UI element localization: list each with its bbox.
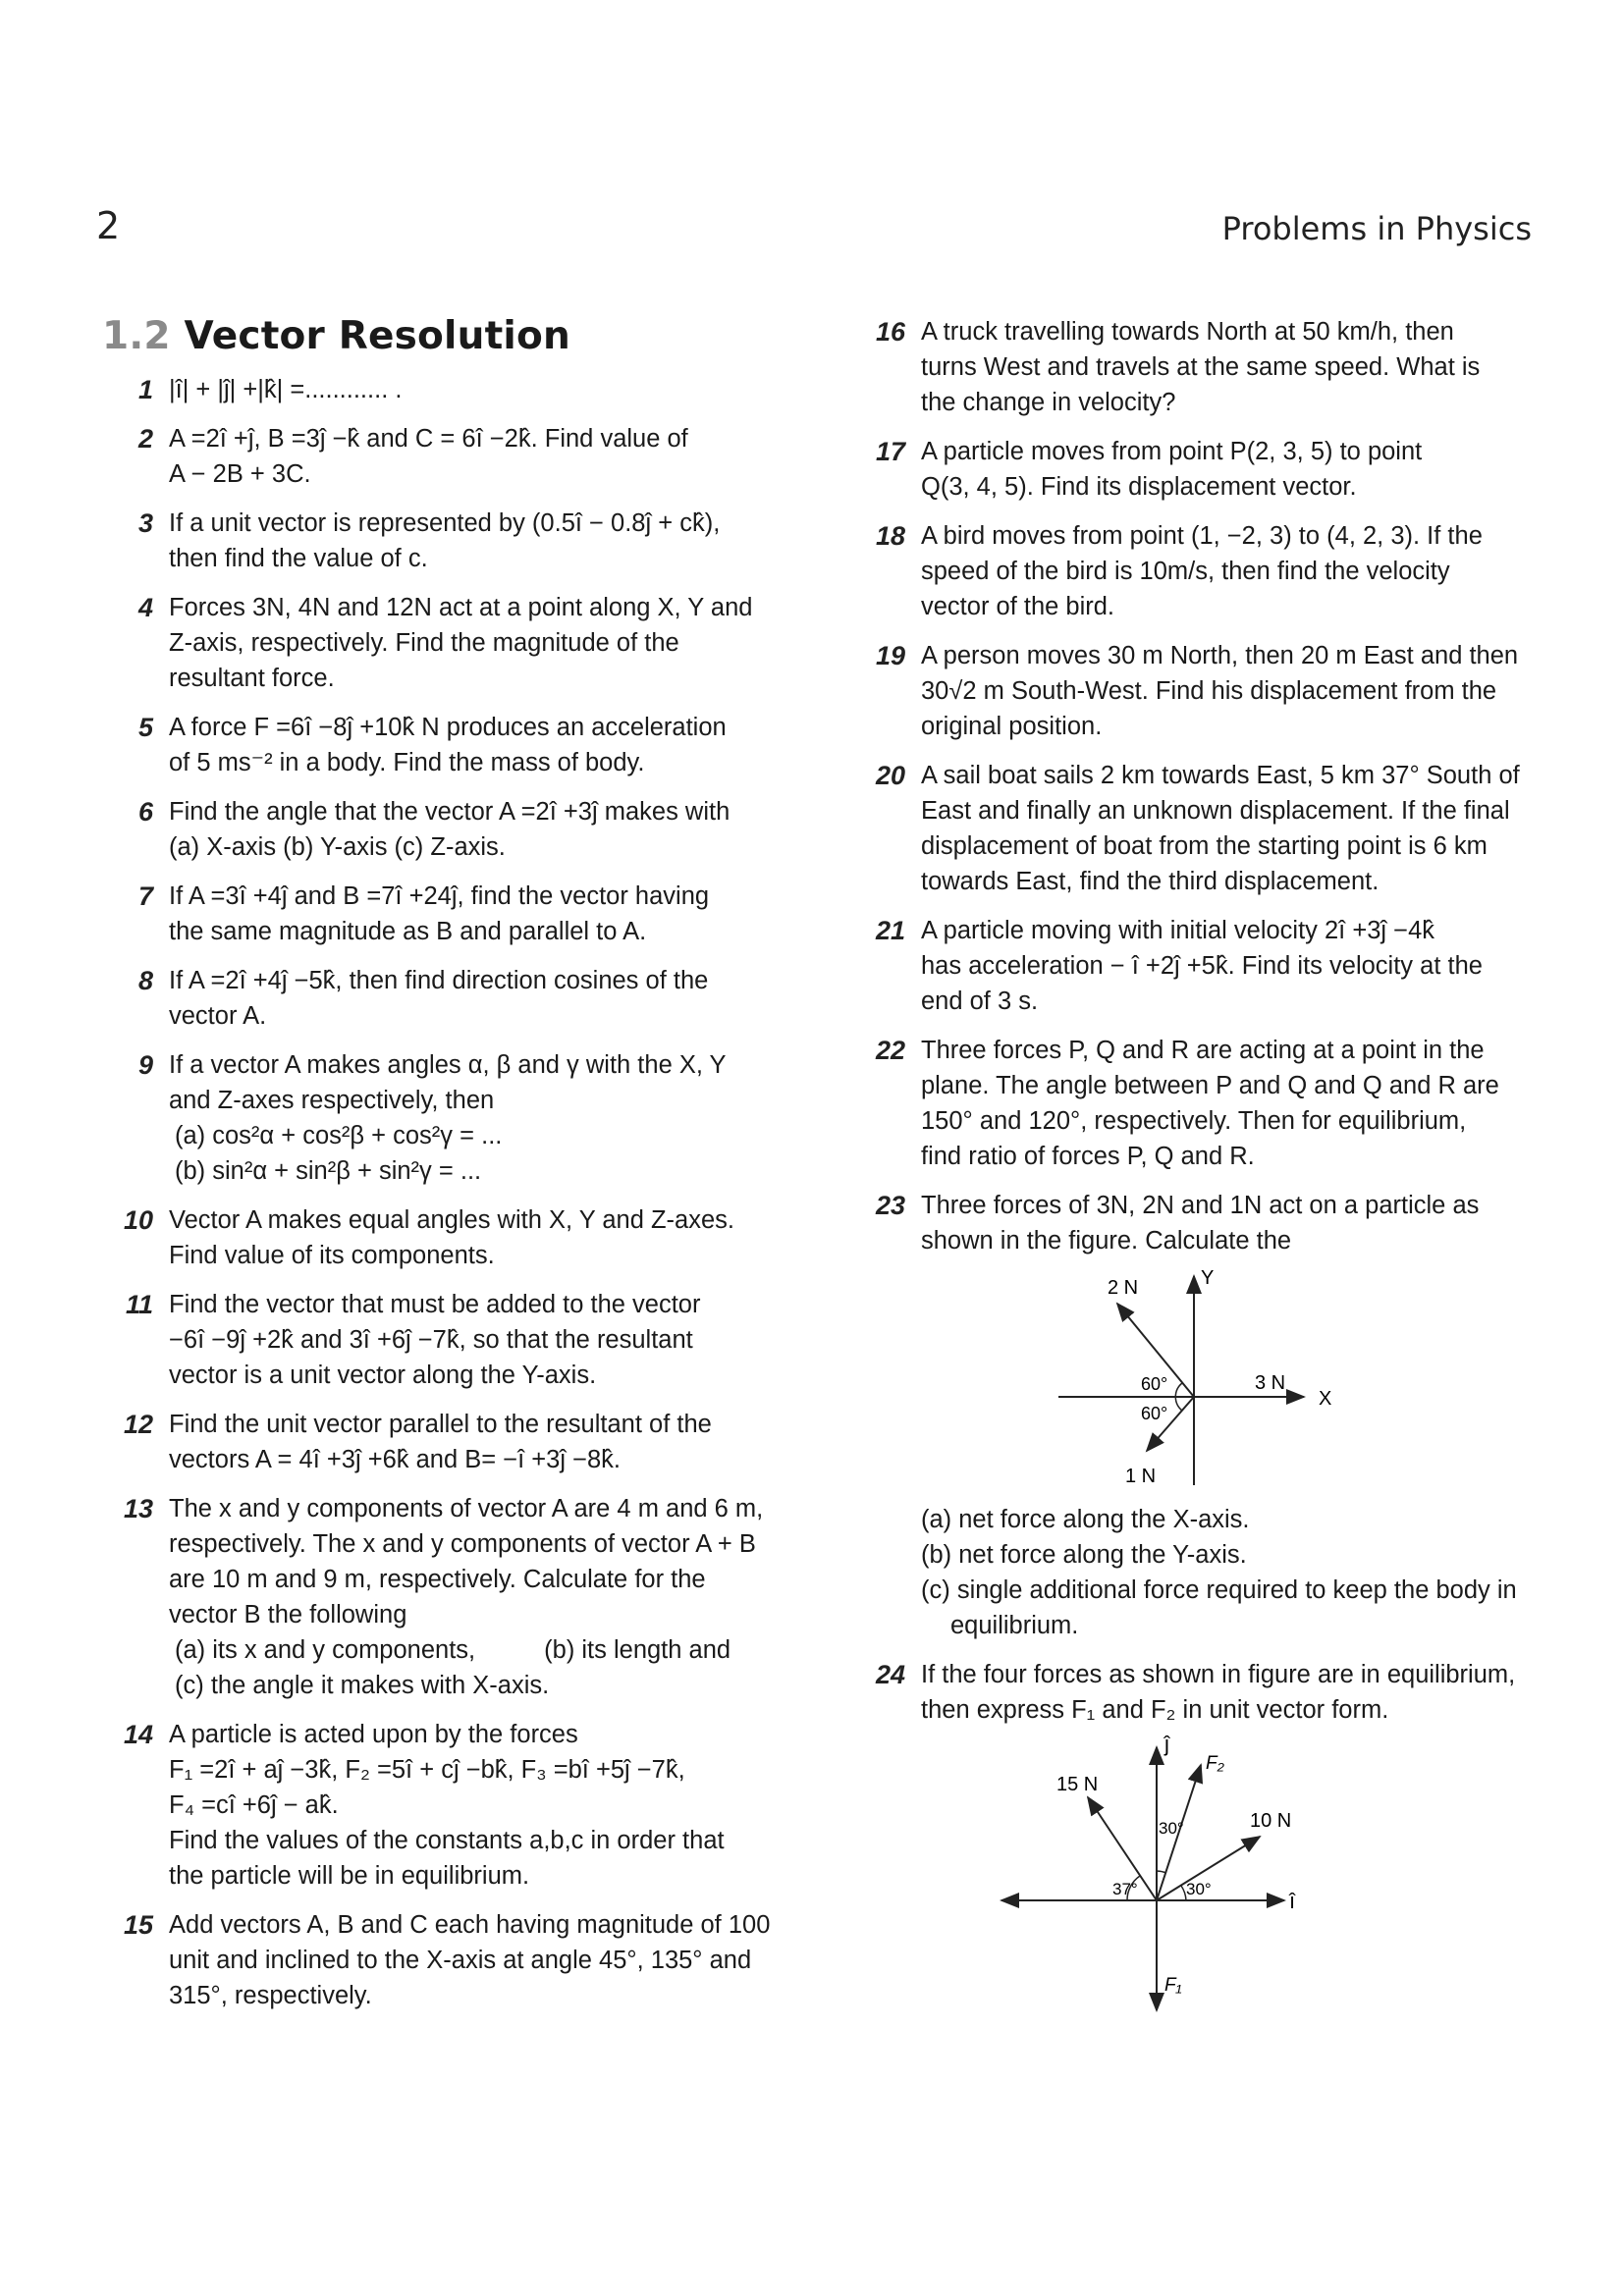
question-2 (102, 421, 801, 492)
angle-arc (1157, 1871, 1166, 1873)
question-text: Find the vector that must be added to the vector (169, 1291, 701, 1318)
question-text: (a) X-axis (b) Y-axis (c) Z-axis. (169, 833, 506, 861)
question-text: Three forces of 3N, 2N and 1N act on a particle as (921, 1192, 1480, 1219)
question-text: Q(3, 4, 5). Find its displacement vector. (921, 473, 1357, 501)
question-15 (102, 1907, 801, 2013)
question-number: 18 (875, 521, 905, 551)
question-option: (b) its length and (544, 1636, 731, 1664)
question-5 (102, 710, 801, 780)
question-number: 3 (137, 508, 153, 538)
question-number: 8 (137, 966, 153, 995)
left-column (102, 314, 801, 2027)
question-text: displacement of boat from the starting point is 6 km (921, 832, 1488, 860)
question-number: 12 (123, 1410, 153, 1439)
question-option: (c) the angle it makes with X-axis. (175, 1672, 550, 1699)
question-number: 16 (875, 317, 905, 347)
question-text: The x and y components of vector A are 4 m and 6 m, (169, 1495, 764, 1522)
question-option: (a) net force along the X-axis. (921, 1506, 1250, 1533)
f1-label: F₁ (1164, 1975, 1182, 1996)
question-text: turns West and travels at the same speed. What is (921, 353, 1481, 381)
question-text: end of 3 s. (921, 988, 1039, 1015)
question-number: 23 (875, 1191, 905, 1220)
question-text: shown in the figure. Calculate the (921, 1227, 1292, 1255)
question-text: then express F₁ and F₂ in unit vector form. (921, 1696, 1389, 1724)
question-19 (854, 638, 1542, 744)
question-text: of 5 ms⁻² in a body. Find the mass of body. (169, 749, 645, 776)
question-text: If A =2î +4ĵ −5k̂, then find direction cosines of the (169, 967, 709, 994)
question-text: respectively. The x and y components of vector A + B (169, 1530, 756, 1558)
section-title: Vector Resolution (184, 314, 570, 358)
question-number: 15 (123, 1910, 153, 1940)
force-1n-label: 1 N (1125, 1466, 1157, 1487)
question-text: vector of the bird. (921, 593, 1115, 620)
question-text: A bird moves from point (1, −2, 3) to (4, 2, 3). If the (921, 522, 1483, 550)
force-diagram-23 (1039, 1264, 1363, 1492)
force-diagram-24 (990, 1734, 1314, 2018)
question-18 (854, 518, 1542, 624)
question-text: A =2î +ĵ, B =3ĵ −k̂ and C = 6î −2k̂. Find value of (169, 425, 688, 453)
question-text: Find the unit vector parallel to the resultant of the (169, 1411, 712, 1438)
question-11 (102, 1287, 801, 1393)
question-text: A force F =6î −8ĵ +10k̂ N produces an acceleration (169, 714, 727, 741)
question-number: 17 (875, 437, 905, 466)
question-text: If a unit vector is represented by (0.5î − 0.8ĵ + ck̂), (169, 509, 721, 537)
question-text: original position. (921, 713, 1103, 740)
question-number: 19 (875, 641, 905, 670)
question-text: vector is a unit vector along the Y-axis. (169, 1362, 597, 1389)
question-12 (102, 1407, 801, 1477)
question-text: If a vector A makes angles α, β and γ with the X, Y (169, 1051, 727, 1079)
question-text: resultant force. (169, 665, 335, 692)
question-text: If A =3î +4ĵ and B =7î +24ĵ, find the vector having (169, 882, 710, 910)
question-text: −6î −9ĵ +2k̂ and 3î +6ĵ −7k̂, so that the resultant (169, 1326, 693, 1354)
question-text: If the four forces as shown in figure are in equilibrium, (921, 1661, 1516, 1688)
question-text: Z-axis, respectively. Find the magnitude of the (169, 629, 679, 657)
question-number: 22 (875, 1036, 905, 1065)
question-number: 13 (123, 1494, 153, 1523)
question-number: 2 (137, 424, 153, 454)
question-number: 9 (137, 1050, 153, 1080)
question-text: Three forces P, Q and R are acting at a point in the (921, 1037, 1485, 1064)
question-text: the same magnitude as B and parallel to A. (169, 918, 647, 945)
angle-label: 30° (1186, 1880, 1212, 1898)
right-column (854, 314, 1542, 2032)
question-10 (102, 1202, 801, 1273)
question-text: are 10 m and 9 m, respectively. Calculate for the (169, 1566, 706, 1593)
question-text: Find the values of the constants a,b,c in order that (169, 1827, 725, 1854)
question-text: speed of the bird is 10m/s, then find the velocity (921, 558, 1450, 585)
f2-label: F₂ (1206, 1753, 1224, 1774)
page-number: 2 (96, 204, 121, 247)
question-text: 150° and 120°, respectively. Then for equilibrium, (921, 1107, 1467, 1135)
question-option: (a) its x and y components, (175, 1636, 476, 1664)
angle-label: 37° (1112, 1880, 1138, 1898)
section-heading (102, 314, 801, 358)
question-6 (102, 794, 801, 865)
question-text: A particle moving with initial velocity 2î +3ĵ −4k̂ (921, 917, 1434, 944)
question-number: 6 (137, 797, 153, 827)
question-number: 14 (123, 1720, 153, 1749)
angle-label: 60° (1141, 1404, 1168, 1423)
question-number: 10 (123, 1205, 153, 1235)
question-24 (854, 1657, 1542, 2018)
angle-label: 30° (1159, 1819, 1184, 1838)
question-option: (b) net force along the Y-axis. (921, 1541, 1247, 1569)
question-3 (102, 506, 801, 576)
question-17 (854, 434, 1542, 505)
question-text: 30√2 m South-West. Find his displacement from the (921, 677, 1497, 705)
question-text: Vector A makes equal angles with X, Y and Z-axes. (169, 1206, 734, 1234)
question-text: 315°, respectively. (169, 1982, 372, 2009)
y-axis-label: Y (1201, 1267, 1215, 1289)
question-14 (102, 1717, 801, 1894)
question-text: A particle moves from point P(2, 3, 5) to point (921, 438, 1423, 465)
question-text: the particle will be in equilibrium. (169, 1862, 530, 1890)
force-10n-label: 10 N (1250, 1810, 1292, 1832)
question-8 (102, 963, 801, 1034)
question-option: (c) single additional force required to keep the body in (921, 1576, 1517, 1604)
question-option: (b) sin²α + sin²β + sin²γ = ... (175, 1157, 482, 1185)
question-text: towards East, find the third displacement. (921, 868, 1380, 895)
question-21 (854, 913, 1542, 1019)
question-number: 4 (137, 593, 153, 622)
question-text: Find value of its components. (169, 1242, 495, 1269)
question-text: Add vectors A, B and C each having magnitude of 100 (169, 1911, 771, 1939)
question-text: A sail boat sails 2 km towards East, 5 km 37° South of (921, 762, 1520, 789)
question-text: find ratio of forces P, Q and R. (921, 1143, 1255, 1170)
question-text: Forces 3N, 4N and 12N act at a point along X, Y and (169, 594, 753, 621)
question-text: A − 2B + 3C. (169, 460, 311, 488)
angle-label: 60° (1141, 1374, 1168, 1394)
question-text: vector B the following (169, 1601, 407, 1629)
section-number: 1.2 (102, 314, 171, 358)
question-text: then find the value of c. (169, 545, 428, 572)
question-23 (854, 1188, 1542, 1643)
force-2n-label: 2 N (1108, 1277, 1139, 1299)
i-label: î (1289, 1889, 1296, 1913)
question-number: 21 (875, 916, 905, 945)
question-22 (854, 1033, 1542, 1174)
question-text: F₁ =2î + aĵ −3k̂, F₂ =5î + cĵ −bk̂, F₃ =bî +5ĵ −7k̂, (169, 1756, 685, 1784)
question-4 (102, 590, 801, 696)
question-text: vector A. (169, 1002, 267, 1030)
question-option: (a) cos²α + cos²β + cos²γ = ... (175, 1122, 503, 1149)
question-number: 5 (137, 713, 153, 742)
question-option: equilibrium. (950, 1612, 1079, 1639)
question-text: East and finally an unknown displacement. If the final (921, 797, 1510, 825)
question-text: A truck travelling towards North at 50 km/h, then (921, 318, 1454, 346)
force-3n-label: 3 N (1255, 1372, 1286, 1394)
question-13 (102, 1491, 801, 1703)
j-label: ĵ (1164, 1734, 1169, 1756)
force-15n-label: 15 N (1056, 1774, 1099, 1795)
question-text: F₄ =cî +6ĵ − ak̂. (169, 1791, 339, 1819)
question-9 (102, 1047, 801, 1189)
question-text: A particle is acted upon by the forces (169, 1721, 578, 1748)
question-7 (102, 879, 801, 949)
question-text: plane. The angle between P and Q and Q and R are (921, 1072, 1499, 1099)
question-20 (854, 758, 1542, 899)
question-text: has acceleration − î +2ĵ +5k̂. Find its velocity at the (921, 952, 1483, 980)
question-number: 11 (125, 1290, 153, 1319)
question-text: |î| + |ĵ| +|k̂| =............ . (169, 376, 403, 403)
question-text: the change in velocity? (921, 389, 1176, 416)
question-number: 7 (137, 881, 153, 911)
question-text: vectors A = 4î +3ĵ +6k̂ and B= −î +3ĵ −8k̂. (169, 1446, 622, 1473)
question-number: 1 (137, 375, 153, 404)
book-title: Problems in Physics (1221, 210, 1532, 247)
x-axis-label: X (1319, 1388, 1332, 1410)
question-number: 24 (875, 1660, 905, 1689)
question-text: A person moves 30 m North, then 20 m East and then (921, 642, 1519, 669)
question-text: unit and inclined to the X-axis at angle 45°, 135° and (169, 1947, 752, 1974)
question-1 (102, 372, 801, 407)
question-text: Find the angle that the vector A =2î +3ĵ makes with (169, 798, 730, 826)
question-number: 20 (875, 761, 905, 790)
question-16 (854, 314, 1542, 420)
question-text: and Z-axes respectively, then (169, 1087, 495, 1114)
